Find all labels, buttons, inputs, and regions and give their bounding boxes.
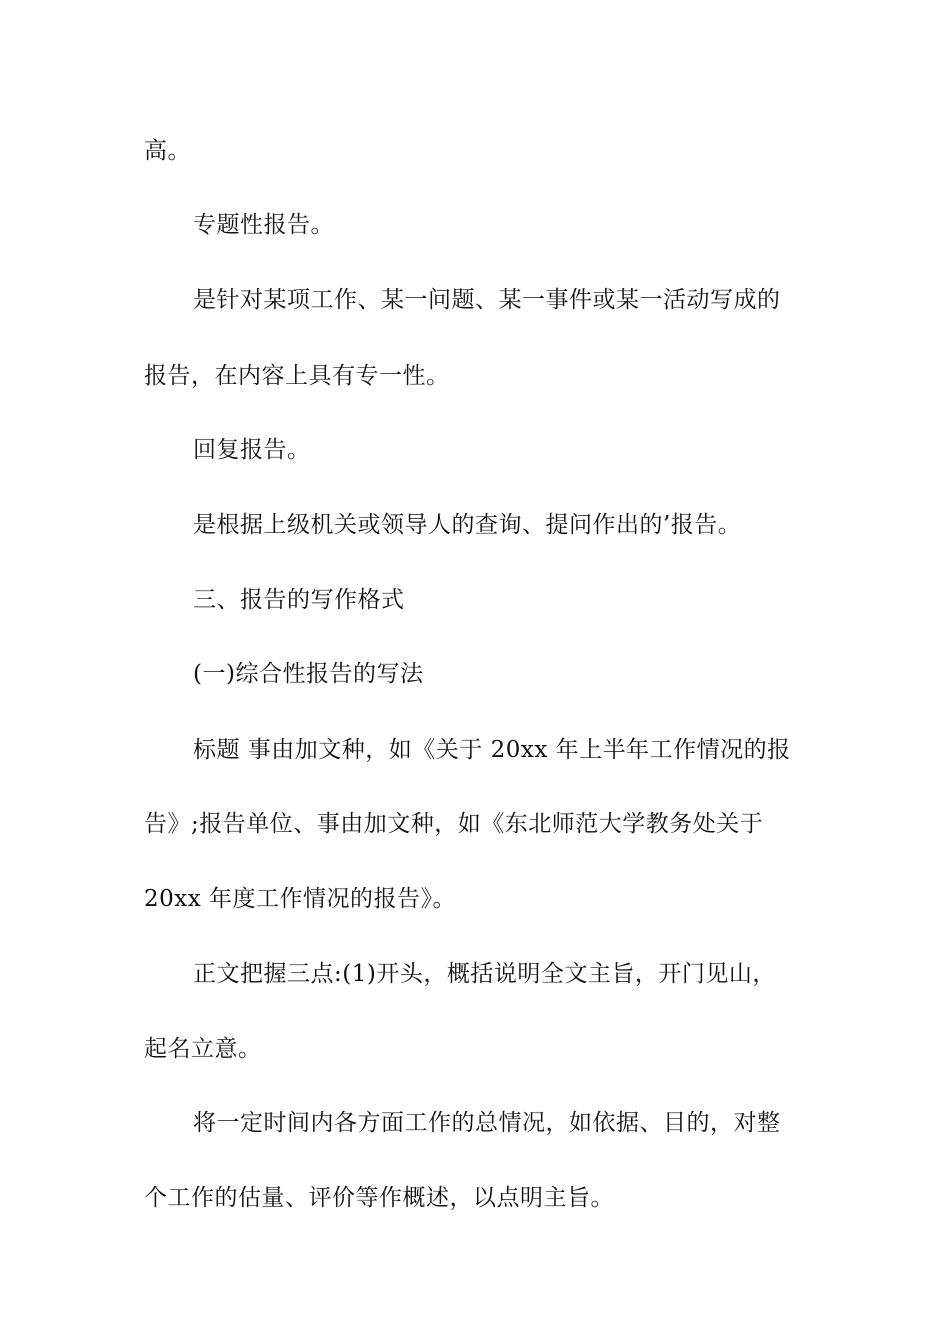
text-line: 回复报告。 (193, 437, 311, 463)
text-line: 报告，在内容上具有专一性。 (144, 363, 450, 389)
text-line: 将一定时间内各方面工作的总情况，如依据、目的，对整 (193, 1110, 781, 1136)
subsection-heading: (一)综合性报告的写法 (193, 661, 424, 687)
text-line: 标题 事由加文种，如《关于 20xx 年上半年工作情况的报 (193, 737, 791, 763)
text-line: 告》;报告单位、事由加文种，如《东北师范大学教务处关于 (144, 811, 764, 837)
text-line: 正文把握三点:(1)开头，概括说明全文主旨，开门见山， (193, 961, 776, 987)
text-line: 是根据上级机关或领导人的查询、提问作出的’报告。 (193, 512, 742, 538)
text-line: 起名立意。 (144, 1036, 262, 1062)
text-line: 高。 (144, 138, 191, 164)
text-line: 专题性报告。 (193, 212, 334, 238)
text-line: 20xx 年度工作情况的报告》。 (144, 886, 457, 912)
text-line: 是针对某项工作、某一问题、某一事件或某一活动写成的 (193, 287, 781, 313)
section-heading: 三、报告的写作格式 (193, 587, 405, 613)
text-line: 个工作的估量、评价等作概述，以点明主旨。 (144, 1185, 614, 1211)
